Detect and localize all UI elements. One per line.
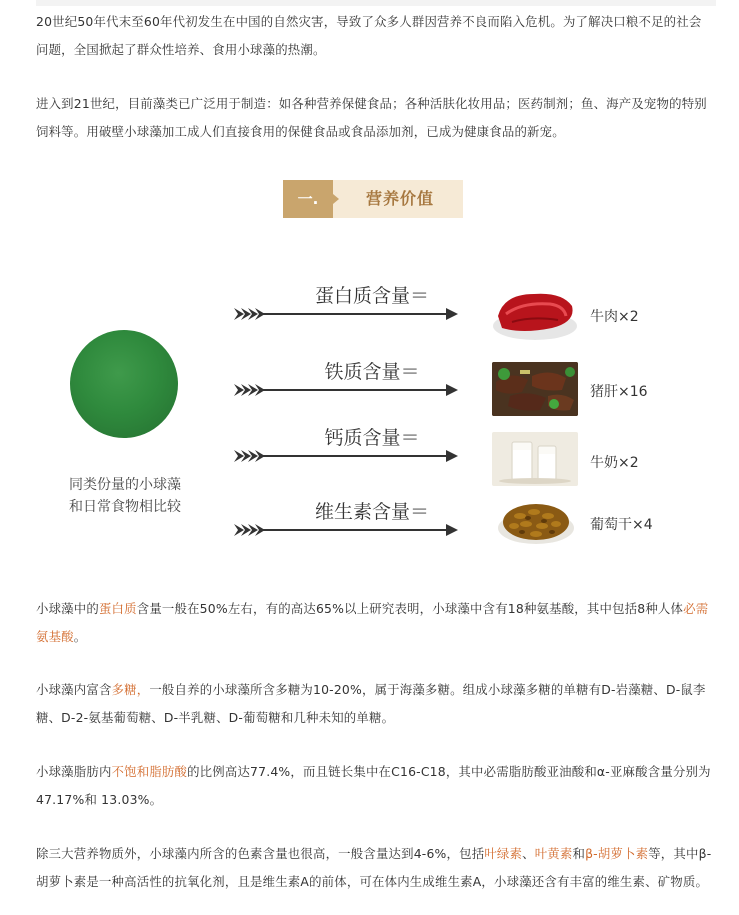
text: 除三大营养物质外，小球藻内所含的色素含量也很高，一般含量达到4-6%，包括	[36, 846, 485, 861]
highlight-lutein: 叶黄素	[534, 846, 573, 861]
polysaccharide-paragraph	[36, 676, 712, 732]
highlight-protein: 蛋白质	[98, 601, 137, 616]
section-title: 营养价值	[365, 189, 434, 208]
calcium-label: 钙质含量＝	[324, 427, 420, 449]
beef-label: 牛肉×2	[590, 309, 639, 325]
pork-liver-image	[492, 362, 578, 416]
wheat-arrow-icon	[232, 446, 462, 466]
text: 和	[572, 846, 586, 861]
highlight-chlorophyll: 叶绿素	[484, 846, 523, 861]
pork-liver-label: 猪肝×16	[590, 384, 648, 400]
raisins-image	[496, 494, 576, 548]
caption-line-1: 同类份量的小球藻	[69, 477, 181, 493]
protein-label: 蛋白质含量＝	[314, 285, 429, 307]
text: 、	[522, 846, 535, 861]
protein-paragraph	[36, 595, 712, 651]
intro-paragraph-1: 20世纪50年代末至60年代初发生在中国的自然灾害，导致了众多人群因营养不良而陷入危机。为了解决口粮不足的社会问题，全国掀起了群众性培养、食用小球藻的热潮。	[36, 14, 702, 57]
wheat-arrow-icon	[232, 304, 462, 324]
highlight-beta-carotene: β-胡萝卜素	[585, 846, 649, 861]
highlight-polysaccharide: 多糖，	[111, 682, 150, 697]
comparison-caption	[40, 474, 210, 518]
text: 。	[73, 629, 87, 644]
intro-paragraph-2: 进入到21世纪，目前藻类已广泛用于制造：如各种营养保健食品；各种活肤化妆用品；医药制剂；鱼、海产及宠物的特别饲料等。用破壁小球藻加工成人们直接食用的保健食品或食品添加剂，已成为健康食品的新宠。	[36, 96, 707, 139]
text: 小球藻内富含	[36, 682, 112, 697]
section-number: 一.	[283, 180, 333, 218]
beef-image	[492, 286, 578, 344]
text: 的比例高达77.4%，而且链长集中在C16-C18，其中必需脂肪酸亚油酸和α-亚麻酸含量分别为47.17%和 13.03%。	[36, 764, 711, 807]
highlight-unsaturated-fatty-acid: 不饱和脂肪酸	[111, 764, 188, 779]
text: 小球藻中的	[36, 601, 99, 616]
wheat-arrow-icon	[232, 380, 462, 400]
vitamin-label: 维生素含量＝	[314, 501, 429, 523]
highlight-essential-amino-acids: 必需氨基酸	[36, 601, 709, 644]
milk-image	[492, 432, 578, 486]
iron-label: 铁质含量＝	[324, 361, 420, 383]
text: 一般自养的小球藻所含多糖为10-20%，属于海藻多糖。组成小球藻多糖的单糖有D-岩藻糖、D-鼠李糖、D-2-氨基葡萄糖、D-半乳糖、D-葡萄糖和几种未知的单糖。	[36, 682, 706, 725]
text: 含量一般在50%左右，有的高达65%以上研究表明，小球藻中含有18种氨基酸，其中包括8种人体	[136, 601, 684, 616]
top-divider	[36, 0, 716, 6]
caption-line-2: 和日常食物相比较	[69, 499, 181, 515]
wheat-arrow-icon	[232, 520, 462, 540]
text: 小球藻脂肪内	[36, 764, 112, 779]
section-header	[283, 180, 463, 218]
chlorella-powder-image	[70, 330, 178, 438]
fatty-acid-paragraph	[36, 758, 712, 814]
raisins-label: 葡萄干×4	[590, 517, 653, 533]
text: 等，其中β-胡萝卜素是一种高活性的抗氧化剂，且是维生素A的前体，可在体内生成维生素A，小球藻还含有丰富的维生素、矿物质。	[36, 846, 712, 889]
section-arrow-icon	[333, 194, 339, 204]
pigment-paragraph	[36, 840, 712, 896]
milk-label: 牛奶×2	[590, 455, 639, 471]
